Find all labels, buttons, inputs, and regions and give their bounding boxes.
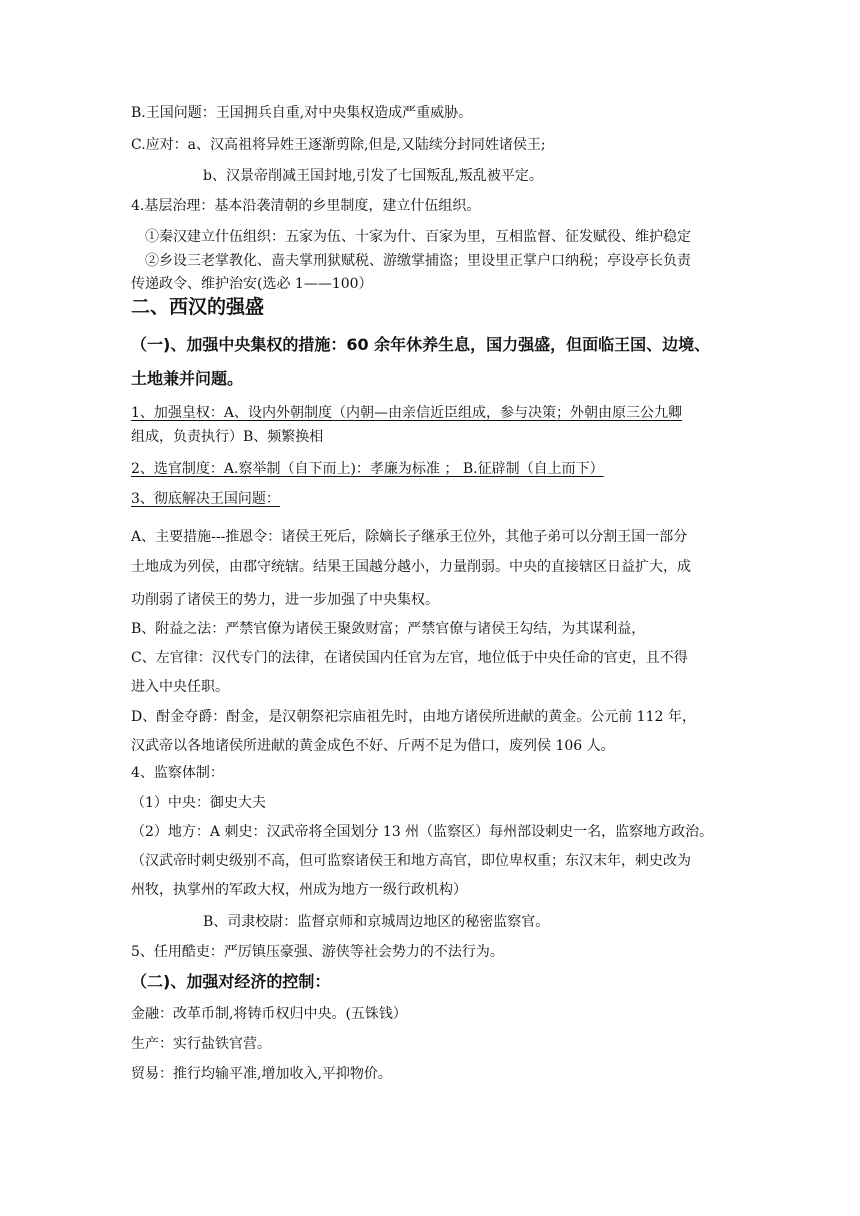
text-line-fuyi: B、附益之法：严禁官僚为诸侯王聚敛财富；严禁官僚与诸侯王勾结，为其谋利益， xyxy=(131,621,646,637)
text-line-tuien-1: A、主要措施---推恩令：诸侯王死后，除嫡长子继承王位外，其他子弟可以分割王国一部分 xyxy=(131,529,688,545)
text-line-shiwu: ①秦汉建立什伍组织：五家为伍、十家为什、百家为里，互相监督、征发赋役、维护稳定 xyxy=(145,229,691,245)
text-line-central: （1）中央：御史大夫 xyxy=(131,795,266,811)
text-line-local-1: （2）地方：A 刺史：汉武帝将全国划分 13 州（监察区）每州部设刺史一名，监察地方政治。 xyxy=(131,824,714,840)
text-line-tuien-2: 土地成为列侯，由郡守统辖。结果王国越分越小，力量削弱。中央的直接辖区日益扩大，成 xyxy=(131,559,691,575)
text-line-supervision: 4、监察体制： xyxy=(131,765,224,781)
text-line-zhoujin-1: D、酎金夺爵：酎金，是汉朝祭祀宗庙祖先时，由地方诸侯所进献的黄金。公元前 112 年， xyxy=(131,709,696,725)
section-heading: 二、西汉的强盛 xyxy=(131,296,265,318)
text-line-grassroots: 4.基层治理：基本沿袭清朝的乡里制度，建立什伍组织。 xyxy=(131,198,481,214)
text-line-xiang-li: ②乡设三老掌教化、啬夫掌刑狱赋税、游缴掌捕盗；里设里正掌户口纳税；亭设亭长负责 xyxy=(145,253,691,269)
text-line-imperial-power: 1、加强皇权：A、设内外朝制度（内朝—由亲信近臣组成，参与决策；外朝由原三公九卿 xyxy=(131,405,683,421)
text-line-sili: B、司隶校尉：监督京师和京城周边地区的秘密监察官。 xyxy=(203,914,550,930)
subsection-heading-1: （一)、加强中央集权的措施：60 余年休养生息，国力强盛，但面临王国、边境、 xyxy=(131,335,711,354)
text-line-kingdom-problem: B.王国问题：王国拥兵自重,对中央集权造成严重威胁。 xyxy=(131,105,473,121)
text-line-zhoujin-2: 汉武帝以各地诸侯所进献的黄金成色不好、斤两不足为借口，废列侯 106 人。 xyxy=(131,738,615,754)
text-line-xiang-li-cont: 传递政令、维护治安(选必 1——100） xyxy=(131,276,373,292)
text-line-response-b: b、汉景帝削减王国封地,引发了七国叛乱,叛乱被平定。 xyxy=(203,168,543,184)
text-line-zuoguan-2: 进入中央任职。 xyxy=(131,679,229,695)
subsection-heading-1-cont: 土地兼并问题。 xyxy=(131,369,244,388)
text-line-production: 生产：实行盐铁官营。 xyxy=(131,1036,271,1052)
text-line-finance: 金融：改革币制,将铸币权归中央。(五铢钱） xyxy=(131,1006,407,1022)
text-line-imperial-power-cont: 组成，负责执行）B、频繁换相 xyxy=(131,429,324,445)
text-line-tuien-3: 功削弱了诸侯王的势力，进一步加强了中央集权。 xyxy=(131,592,439,608)
text-line-zuoguan-1: C、左官律：汉代专门的法律，在诸侯国内任官为左官，地位低于中央任命的官吏，且不得 xyxy=(131,650,688,666)
text-line-kingdom-solution: 3、彻底解决王国问题： xyxy=(131,491,280,507)
text-line-response-a: C.应对：a、汉高祖将异姓王逐渐剪除,但是,又陆续分封同姓诸侯王; xyxy=(131,137,546,153)
text-line-trade: 贸易：推行均输平准,增加收入,平抑物价。 xyxy=(131,1066,392,1082)
text-line-kuli: 5、任用酷吏：严厉镇压豪强、游侠等社会势力的不法行为。 xyxy=(131,944,504,960)
text-line-local-2: （汉武帝时刺史级别不高，但可监察诸侯王和地方高官，即位卑权重；东汉末年，刺史改为 xyxy=(131,853,691,869)
subsection-heading-2: （二)、加强对经济的控制： xyxy=(131,972,331,991)
text-line-local-3: 州牧，执掌州的军政大权，州成为地方一级行政机构） xyxy=(131,882,467,898)
text-line-official-selection: 2、选官制度：A.察举制（自下而上)：孝廉为标准 ； B.征辟制（自上而下） xyxy=(131,461,604,477)
